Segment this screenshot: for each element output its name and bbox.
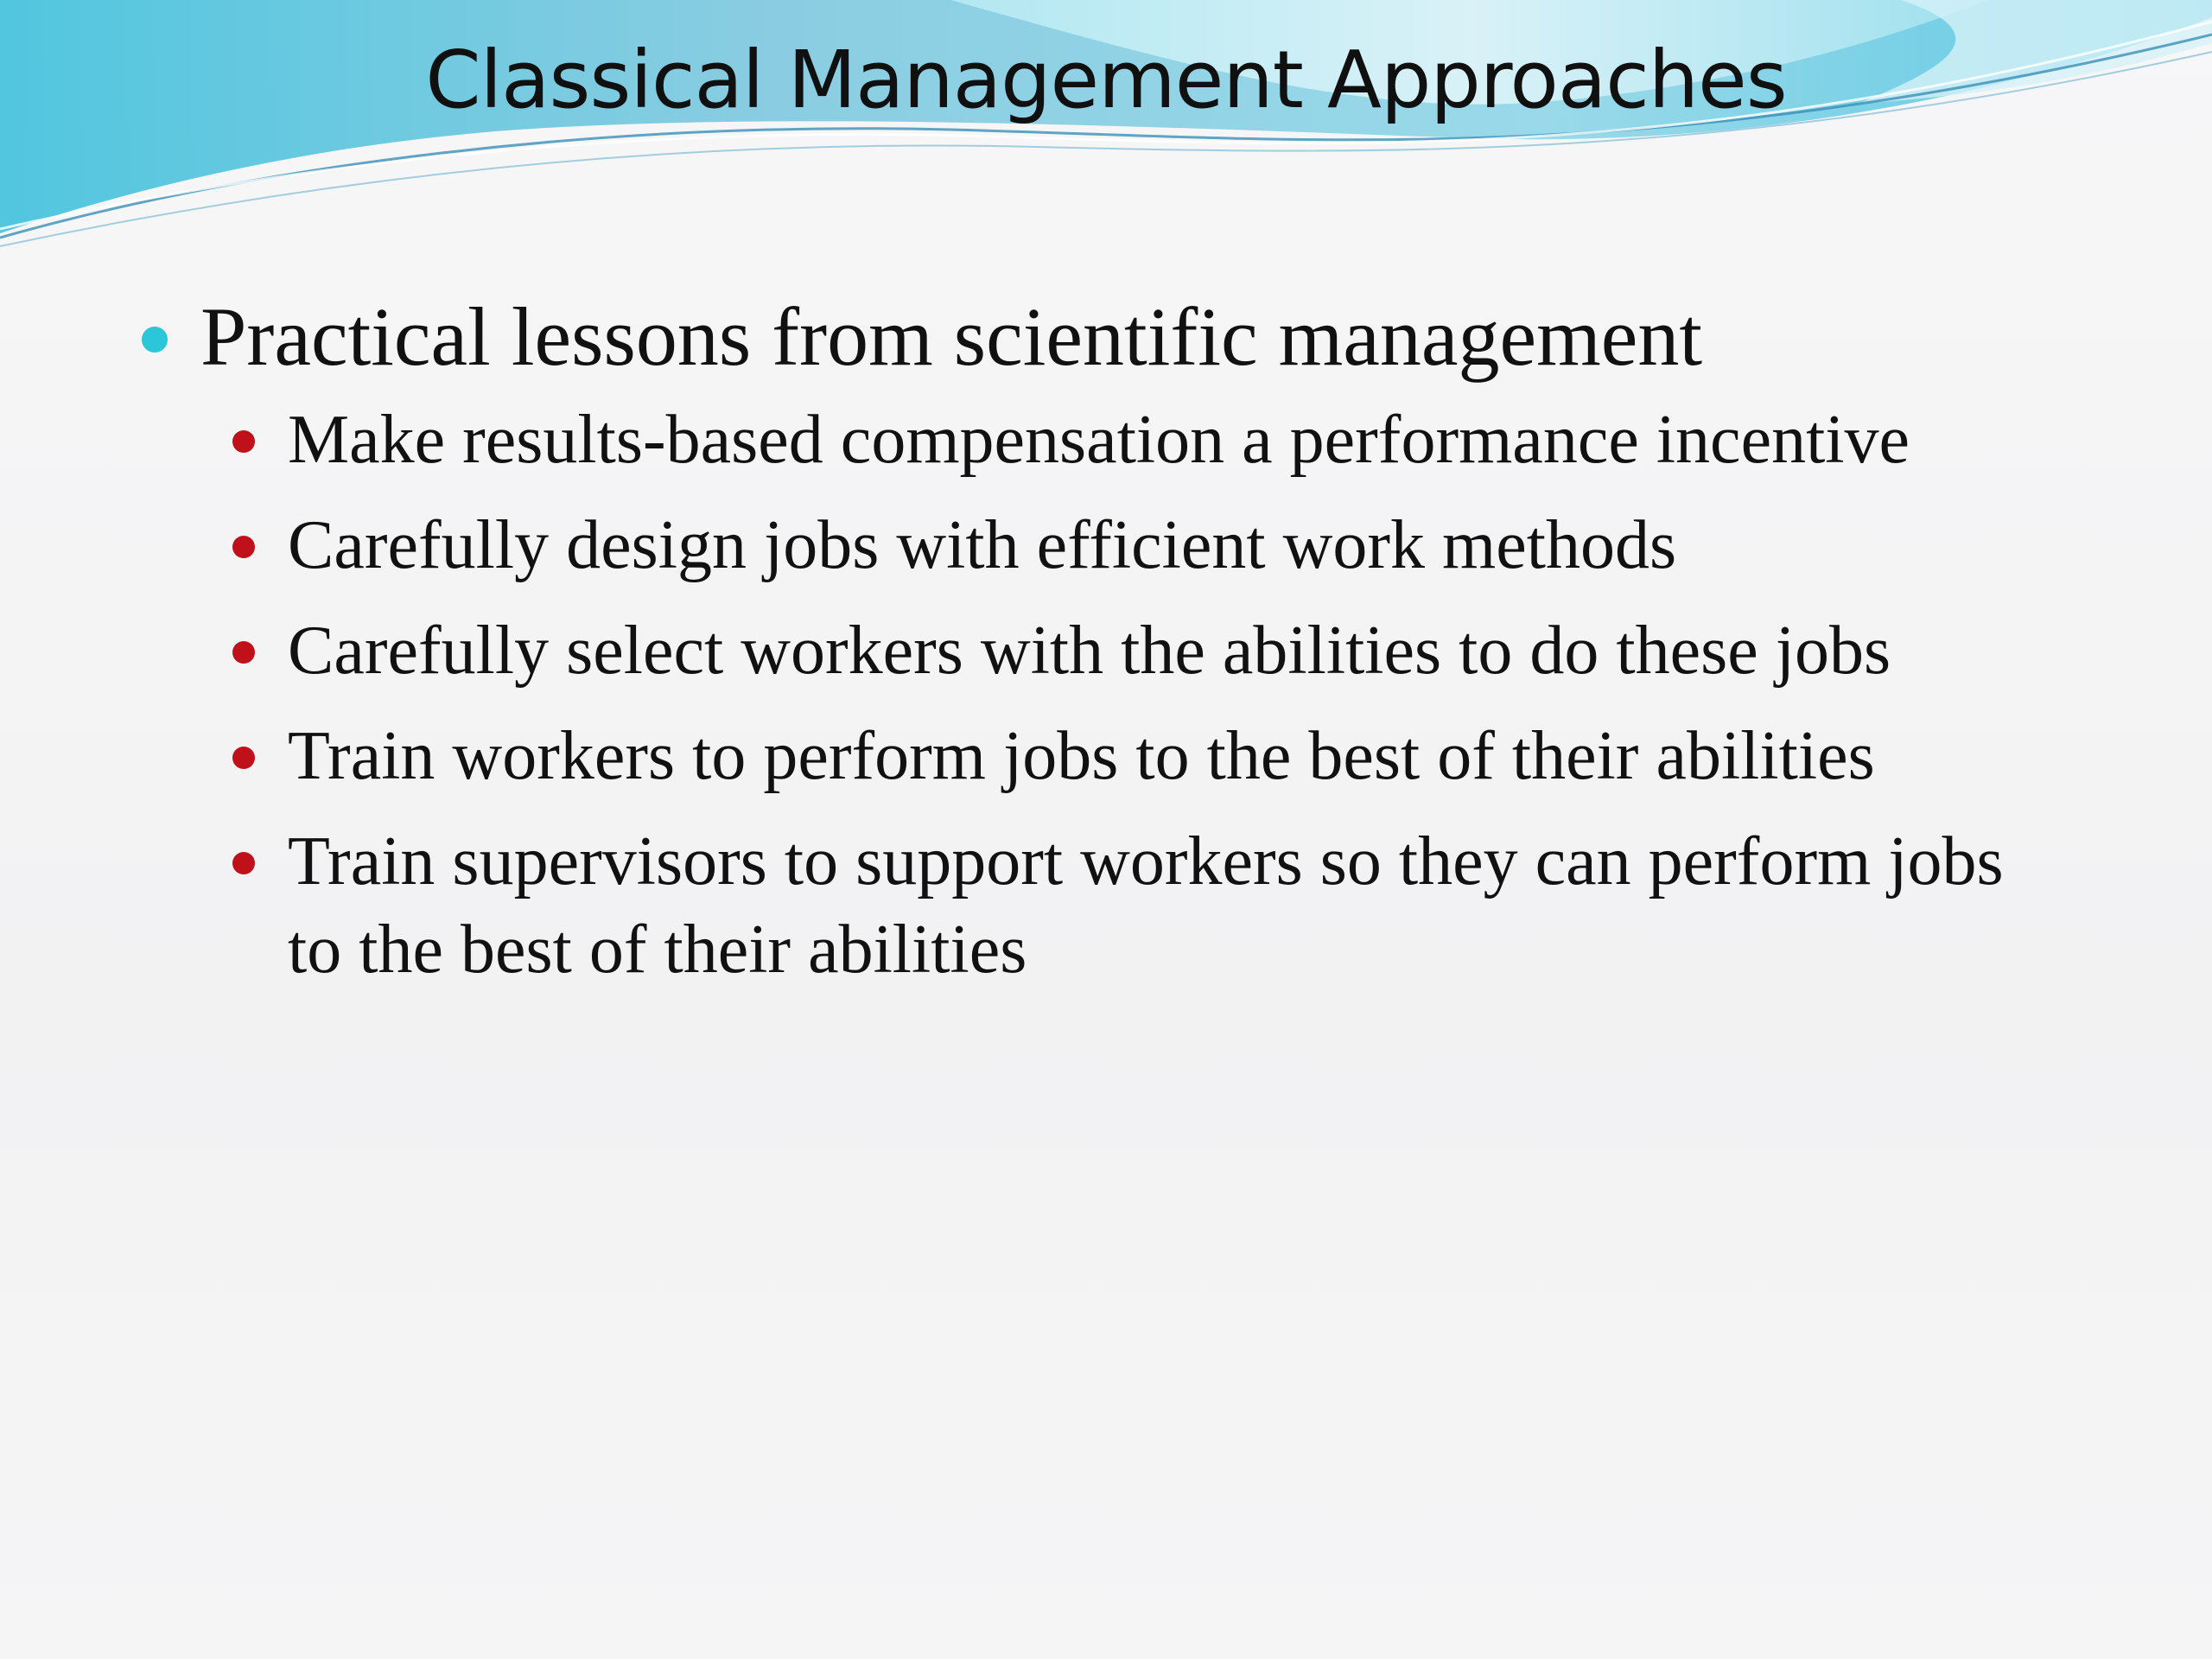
red-bullet-icon (232, 747, 255, 769)
main-bullet-item (130, 285, 2074, 389)
main-bullet-text: Practical lessons from scientific management (200, 290, 1703, 383)
sub-bullet-text: Train workers to perform jobs to the best of their abilities (288, 718, 1875, 794)
red-bullet-icon (232, 852, 255, 874)
teal-bullet-icon (142, 327, 168, 353)
sub-bullet-item (288, 607, 2074, 695)
sub-bullet-text: Carefully design jobs with efficient work methods (288, 507, 1677, 583)
sub-bullet-text: Make results-based compensation a performance incentive (288, 402, 1910, 478)
slide-title: Classical Management Approaches (425, 34, 1787, 126)
sub-bullet-text: Carefully select workers with the abilities to do these jobs (288, 613, 1891, 689)
sub-bullet-item (288, 817, 2074, 994)
sub-bullet-item (288, 501, 2074, 589)
sub-bullet-item (288, 396, 2074, 484)
red-bullet-icon (232, 641, 255, 664)
red-bullet-icon (232, 536, 255, 558)
bullet-list (130, 285, 2074, 1011)
sub-bullet-item (288, 712, 2074, 800)
sub-bullet-text: Train supervisors to support workers so they can perform jobs to the best of their abilities (288, 823, 2004, 988)
red-bullet-icon (232, 430, 255, 453)
